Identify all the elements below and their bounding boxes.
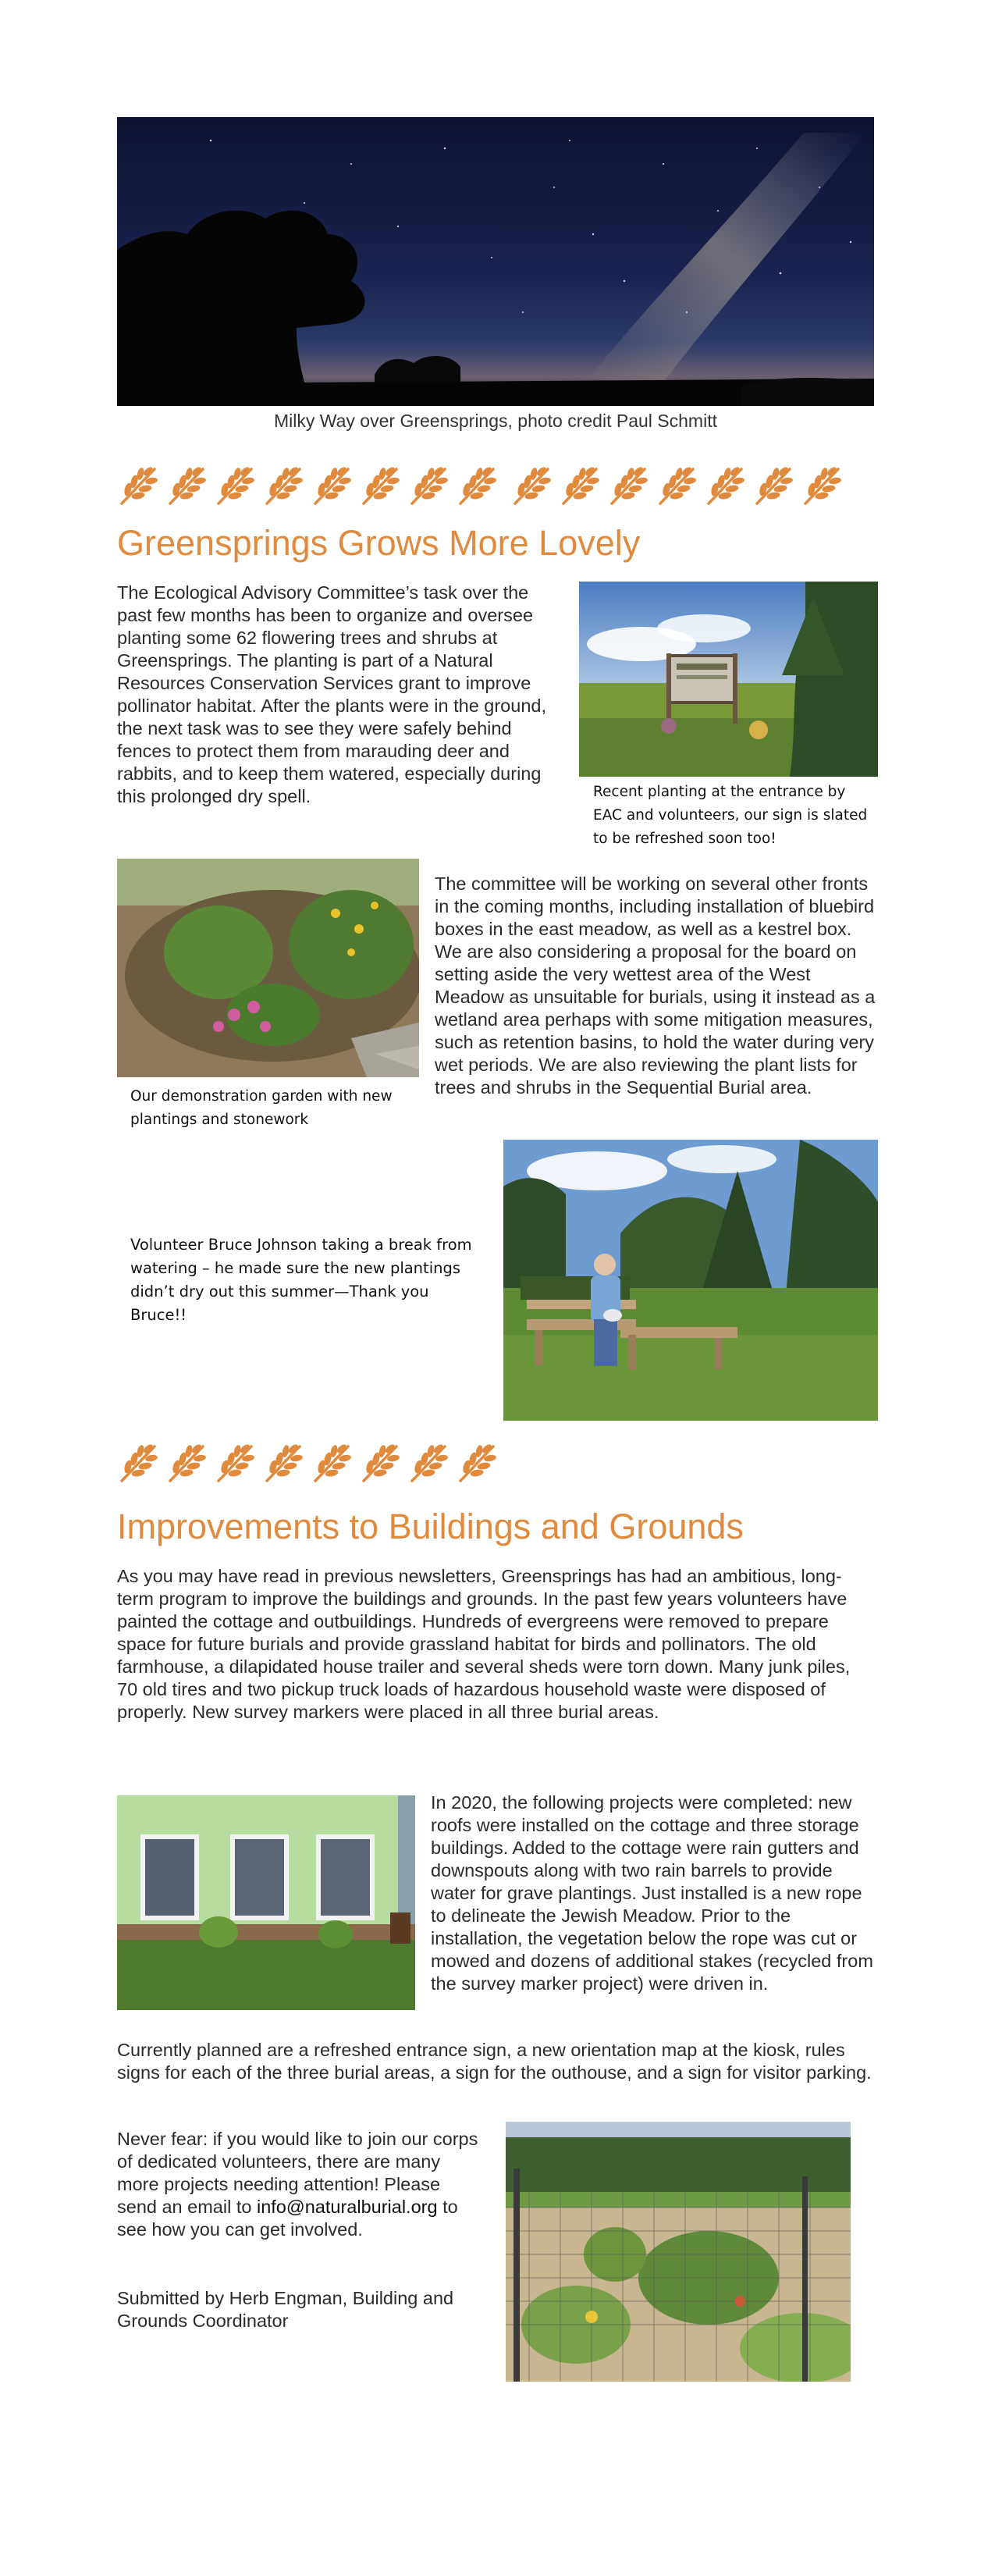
- improvements-history-paragraph: As you may have read in previous newsletters, Greensprings has had an ambitious, long-term program to improve the buildings and grounds. In the past few years volunteers have painted the cottage and outbuildings. Hundreds of evergreens were removed to prepare space for future burials and provide grassland habitat for birds and pollinators. The old farmhouse, a dilapidated house trailer and several sheds were torn down. Many junk piles, 70 old tires and two pickup truck loads of hazardous household waste were disposed of properly. New survey markers were placed in all three burial areas.: [117, 1566, 851, 1722]
- wheat-leaf-icon: [456, 464, 504, 508]
- leaf-divider-middle: [117, 1442, 504, 1485]
- planned-signs-paragraph: Currently planned are a refreshed entrance sign, a new orientation map at the kiosk, rules signs for each of the three burial areas, a sign for the outhouse, and a sign for visitor parking.: [117, 2040, 872, 2083]
- wheat-leaf-icon: [407, 1442, 456, 1485]
- leaf-divider-top: [117, 464, 849, 508]
- wheat-leaf-icon: [607, 464, 656, 508]
- wheat-leaf-icon: [359, 464, 407, 508]
- wheat-leaf-icon: [214, 464, 262, 508]
- demonstration-garden-photo: [117, 859, 419, 1077]
- wheat-leaf-icon: [456, 1442, 504, 1485]
- completed-projects-paragraph: In 2020, the following projects were completed: new roofs were installed on the cottage and three storage buildings. Added to the cottage were rain gutters and downspouts along with two rain barrels to provide water for grave plantings. Just installed is a new rope to delineate the Jewish Meadow. Prior to the installation, the vegetation below the rope was cut or mowed and dozens of additional stakes (recycled from the survey marker project) were driven in.: [431, 1792, 873, 1994]
- section-title-buildings-grounds: Improvements to Buildings and Grounds: [117, 1507, 744, 1546]
- wheat-leaf-icon: [559, 464, 607, 508]
- wheat-leaf-icon: [117, 1442, 165, 1485]
- email-link[interactable]: info@naturalburial.org: [256, 2197, 438, 2217]
- volunteer-bench-photo: [503, 1140, 878, 1421]
- wheat-leaf-icon: [165, 1442, 214, 1485]
- committee-plans-paragraph: The committee will be working on several other fronts in the coming months, including installation of bluebird boxes in the east meadow, as well as a kestrel box. We are also considering a proposal for the board on setting aside the very wettest area of the West Meadow as unsuitable for burials, using it instead as a wetland area perhaps with some mitigation measures, such as retention basins, to hold the water during very wet periods. We are also reviewing the plant lists for trees and shrubs in the Sequential Burial area.: [435, 873, 876, 1098]
- cottage-photo: [117, 1788, 415, 2010]
- volunteer-call-text-end: to see how you can get involved.: [117, 2197, 458, 2240]
- demonstration-garden-caption: Our demonstration garden with new plantings and stonework: [130, 1088, 393, 1128]
- entrance-sign-photo: [579, 582, 878, 777]
- header-photo-caption: Milky Way over Greensprings, photo credit Paul Schmitt: [274, 411, 717, 431]
- wheat-leaf-icon: [656, 464, 704, 508]
- wheat-leaf-icon: [510, 464, 559, 508]
- wheat-leaf-icon: [407, 464, 456, 508]
- milky-way-photo: [117, 117, 874, 406]
- wheat-leaf-icon: [117, 464, 165, 508]
- wheat-leaf-icon: [752, 464, 801, 508]
- wheat-leaf-icon: [801, 464, 849, 508]
- wheat-leaf-icon: [311, 464, 359, 508]
- entrance-sign-caption: Recent planting at the entrance by EAC and volunteers, our sign is slated to be refreshed soon too!: [593, 784, 868, 847]
- volunteer-caption: Volunteer Bruce Johnson taking a break from watering – he made sure the new plantings didn’t dry out this summer—Thank you Bruce!!: [130, 1236, 472, 1324]
- wheat-leaf-icon: [214, 1442, 262, 1485]
- wheat-leaf-icon: [359, 1442, 407, 1485]
- volunteer-call-paragraph: [117, 2128, 484, 2241]
- wheat-leaf-icon: [311, 1442, 359, 1485]
- fenced-plantings-photo: [506, 2122, 851, 2382]
- volunteer-call-text: Never fear: if you would like to join our corps of dedicated volunteers, there are many more projects needing attention! Please send an email to: [117, 2129, 478, 2217]
- wheat-leaf-icon: [262, 464, 311, 508]
- planting-paragraph: The Ecological Advisory Committee’s task over the past few months has been to organize and oversee planting some 62 flowering trees and shrubs at Greensprings. The planting is part of a Natural Resources Conservation Services grant to improve pollinator habitat. After the plants were in the ground, the next task was to see they were safely behind fences to protect them from marauding deer and rabbits, and to keep them watered, especially during this prolonged dry spell.: [117, 582, 546, 806]
- section-title-grows-more-lovely: Greensprings Grows More Lovely: [117, 523, 641, 563]
- submitted-by-signature: Submitted by Herb Engman, Building and Grounds Coordinator: [117, 2288, 454, 2331]
- wheat-leaf-icon: [262, 1442, 311, 1485]
- wheat-leaf-icon: [165, 464, 214, 508]
- wheat-leaf-icon: [704, 464, 752, 508]
